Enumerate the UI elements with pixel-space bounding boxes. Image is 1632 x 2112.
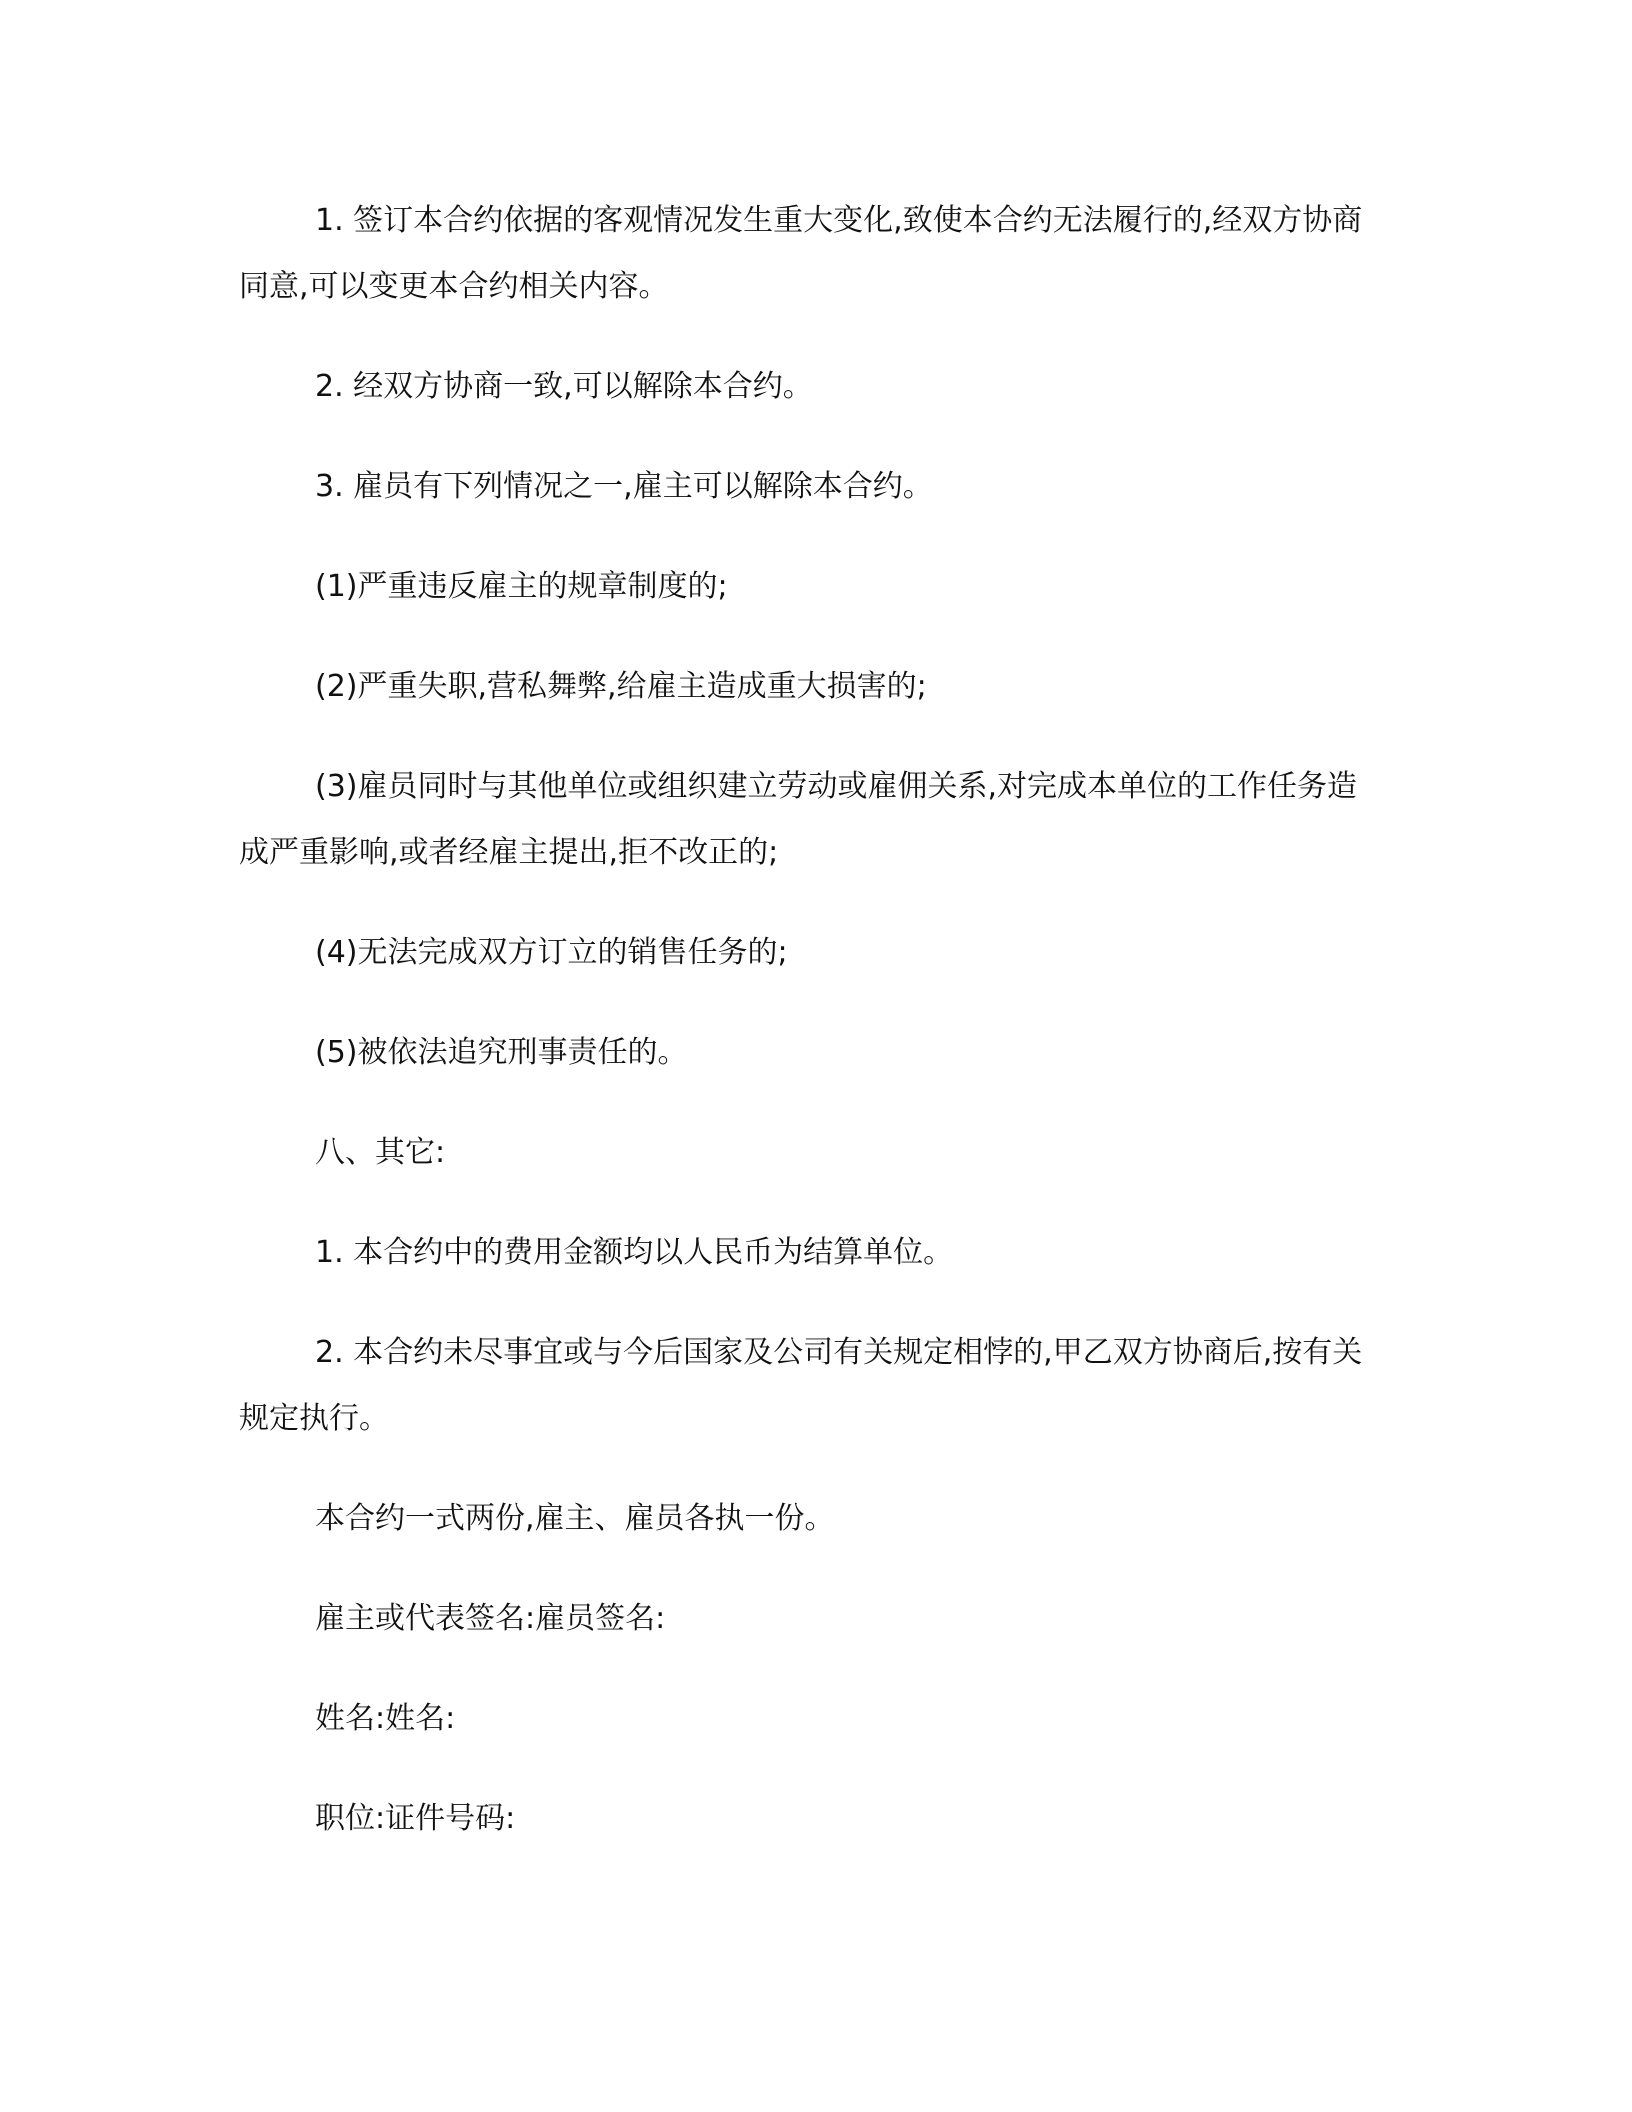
other-clause-currency: 1. 本合约中的费用金额均以人民币为结算单位。 bbox=[315, 1235, 954, 1270]
signature-line: 雇主或代表签名:雇员签名: bbox=[315, 1601, 666, 1636]
clause-change-contract: 1. 签订本合约依据的客观情况发生重大变化,致使本合约无法履行的,经双方协商同意,可以变更本合约相关内容。 bbox=[239, 203, 1363, 304]
copies-statement: 本合约一式两份,雇主、雇员各执一份。 bbox=[315, 1501, 835, 1536]
document-body bbox=[239, 188, 1379, 1852]
name-line: 姓名:姓名: bbox=[315, 1701, 456, 1736]
termination-reason-3: (3)雇员同时与其他单位或组织建立劳动或雇佣关系,对完成本单位的工作任务造成严重影响,或者经雇主提出,拒不改正的; bbox=[239, 769, 1358, 870]
position-id-line: 职位:证件号码: bbox=[315, 1801, 516, 1836]
other-clause-unresolved-matters: 2. 本合约未尽事宜或与今后国家及公司有关规定相悖的,甲乙双方协商后,按有关规定执行。 bbox=[239, 1335, 1363, 1436]
termination-reason-5: (5)被依法追究刑事责任的。 bbox=[315, 1035, 688, 1070]
section-heading-other: 八、其它: bbox=[315, 1135, 446, 1170]
clause-employer-termination: 3. 雇员有下列情况之一,雇主可以解除本合约。 bbox=[315, 469, 933, 504]
clause-mutual-termination: 2. 经双方协商一致,可以解除本合约。 bbox=[315, 369, 813, 404]
termination-reason-2: (2)严重失职,营私舞弊,给雇主造成重大损害的; bbox=[315, 669, 927, 704]
termination-reason-1: (1)严重违反雇主的规章制度的; bbox=[315, 569, 728, 604]
termination-reason-4: (4)无法完成双方订立的销售任务的; bbox=[315, 935, 788, 970]
